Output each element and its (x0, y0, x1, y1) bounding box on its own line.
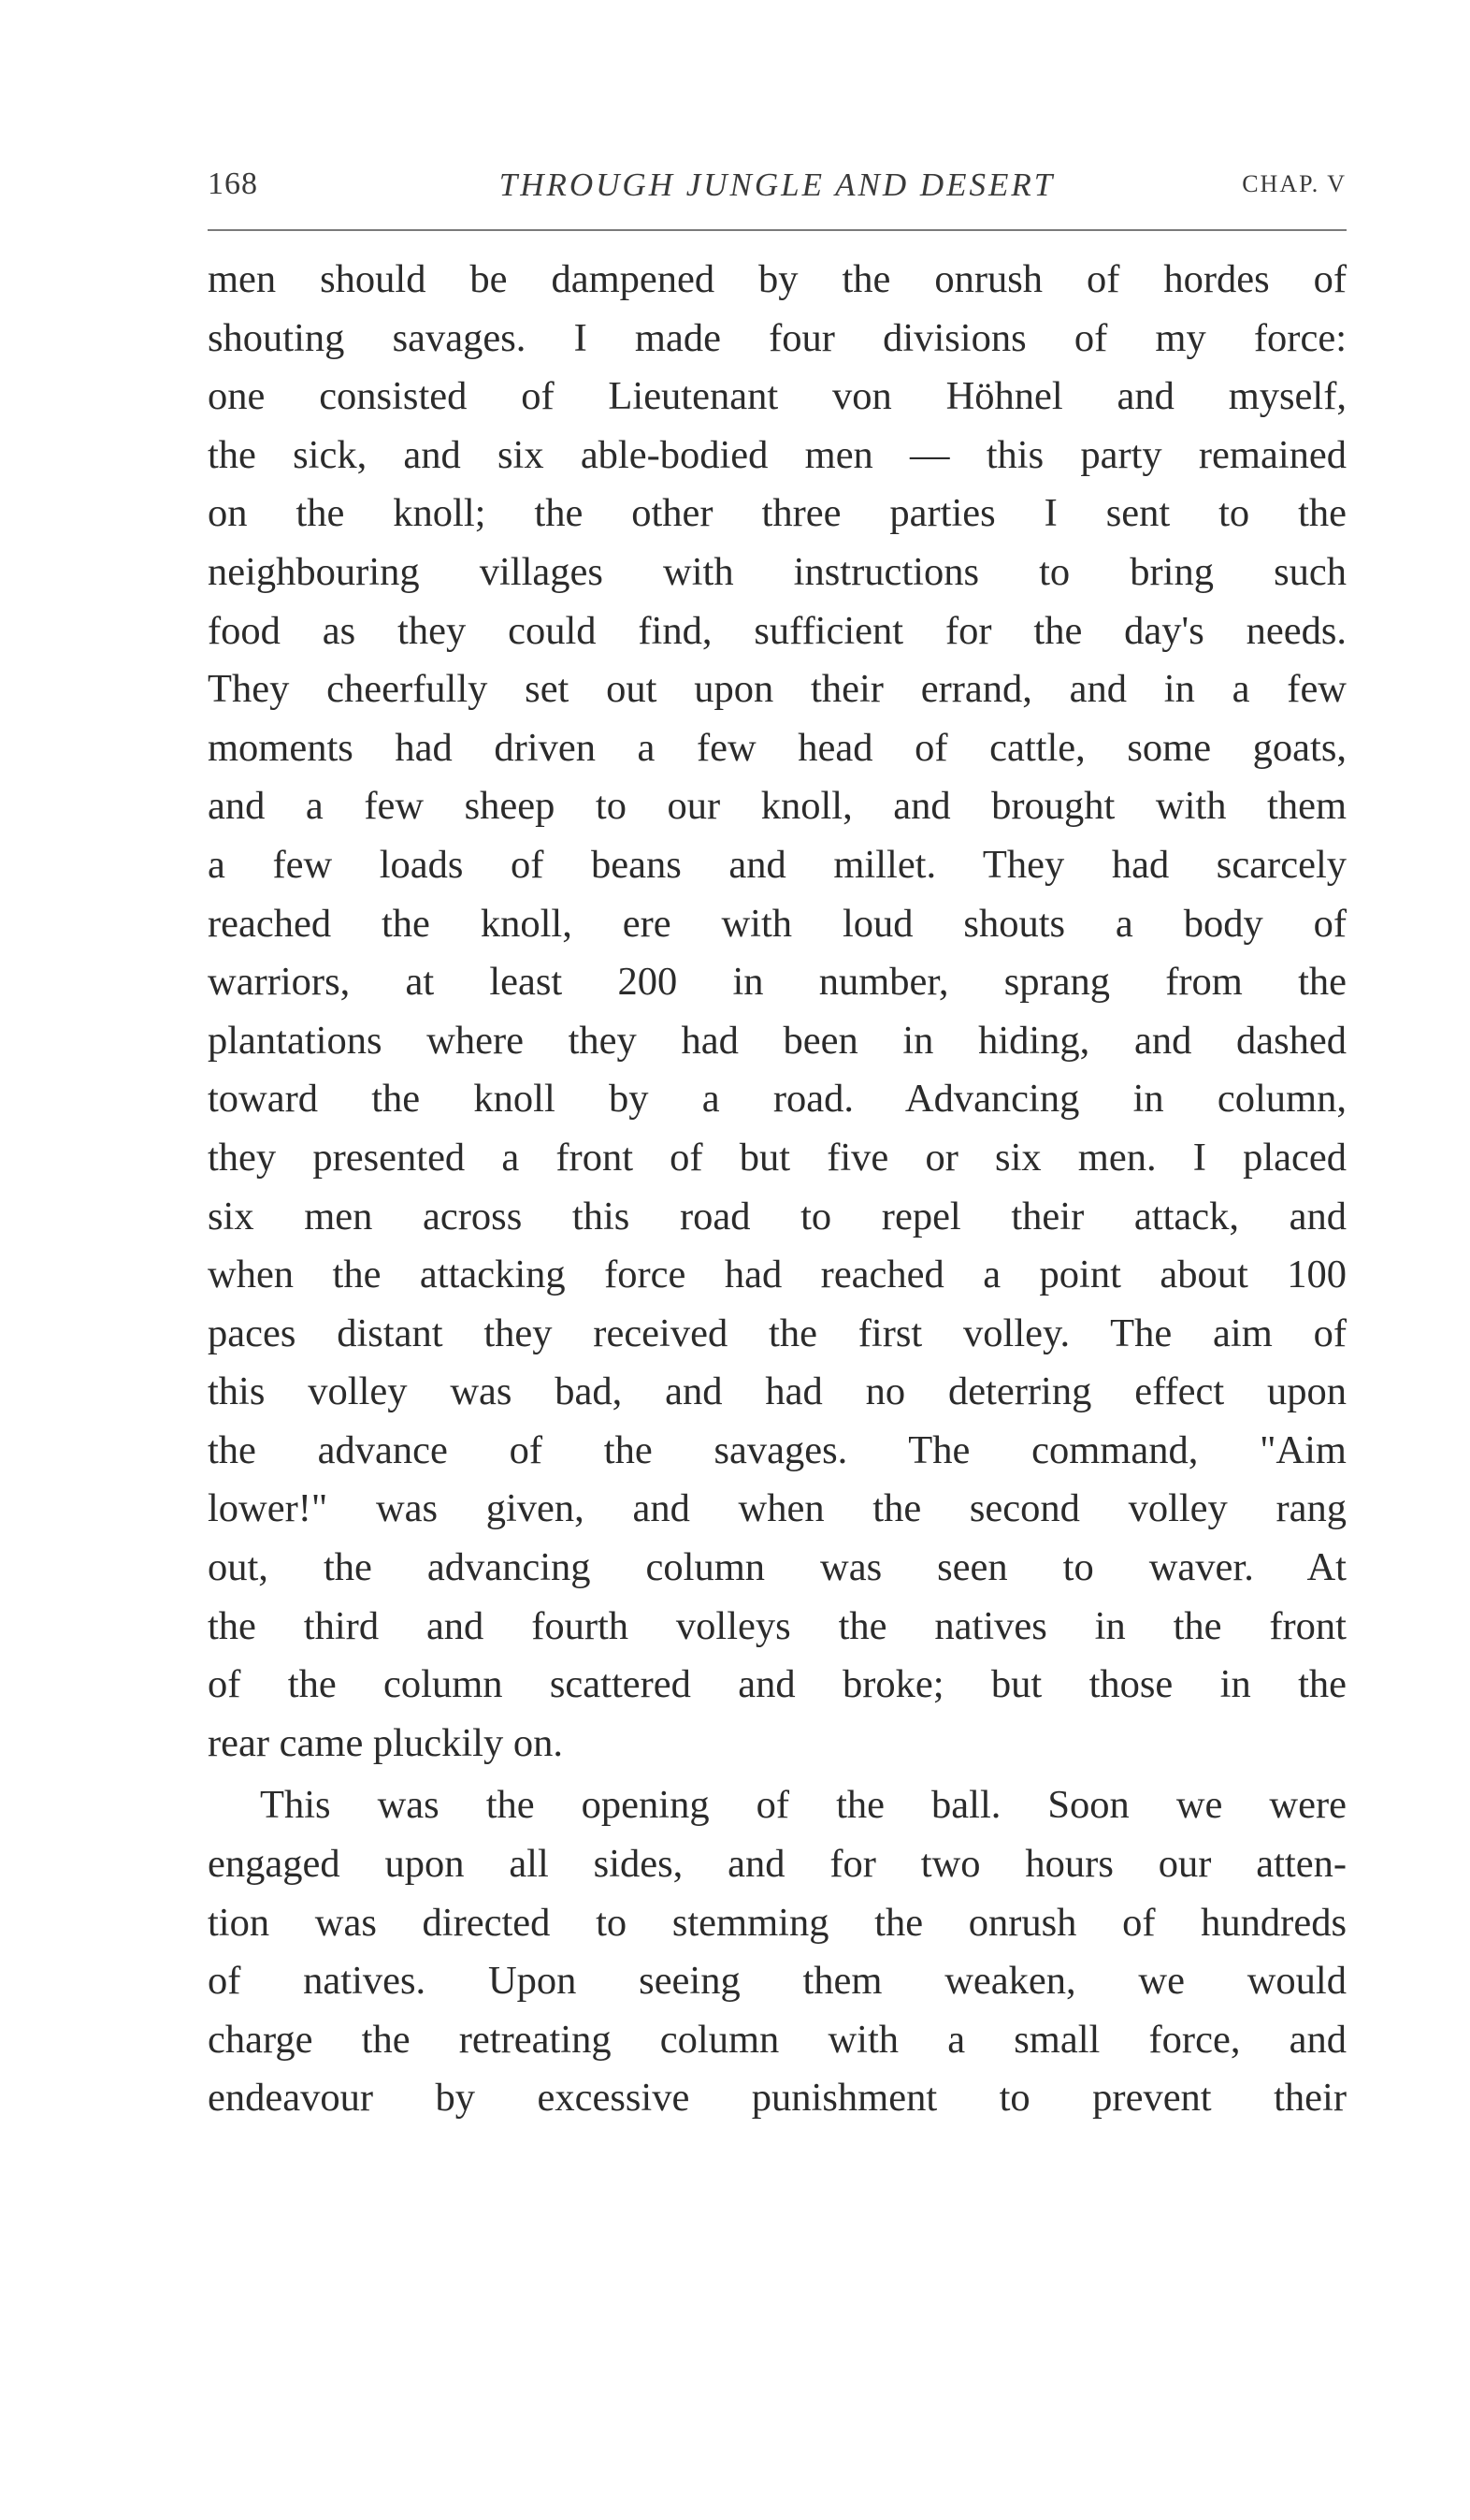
text-line: engaged upon all sides, and for two hours our atten- (208, 1842, 1347, 1887)
chapter-reference: CHAP. V (1242, 170, 1347, 197)
text-line: This was the opening of the ball. Soon we were (260, 1783, 1347, 1828)
text-line: warriors, at least 200 in number, sprang from the (208, 960, 1347, 1005)
header-rule (208, 229, 1347, 231)
running-title: THROUGH JUNGLE AND DESERT (498, 167, 1056, 203)
text-line: a few loads of beans and millet. They had scarcely (208, 842, 1347, 887)
text-line: the sick, and six able-bodied men — this party remained (208, 432, 1347, 477)
text-line: neighbouring villages with instructions to bring such (208, 549, 1347, 594)
text-line: food as they could find, sufficient for the day's needs. (208, 608, 1347, 653)
text-line: this volley was bad, and had no deterring effect upon (208, 1369, 1347, 1414)
text-line: one consisted of Lieutenant von Höhnel and myself, (208, 374, 1347, 419)
text-line: endeavour by excessive punishment to prevent their (208, 2076, 1347, 2121)
text-line: charge the retreating column with a small force, and (208, 2017, 1347, 2062)
text-line: reached the knoll, ere with loud shouts a body of (208, 901, 1347, 946)
text-line: out, the advancing column was seen to waver. At (208, 1545, 1347, 1590)
text-line: paces distant they received the first volley. The aim of (208, 1311, 1347, 1355)
text-line: moments had driven a few head of cattle, some goats, (208, 725, 1347, 770)
text-line: shouting savages. I made four divisions of my force: (208, 315, 1347, 360)
body-text (208, 251, 1347, 2128)
text-line: They cheerfully set out upon their errand, and in a few (208, 667, 1347, 712)
text-line: and a few sheep to our knoll, and brought with them (208, 784, 1347, 829)
page-number: 168 (208, 167, 258, 201)
text-line: the third and fourth volleys the natives in the front (208, 1603, 1347, 1648)
text-line: on the knoll; the other three parties I sent to the (208, 491, 1347, 536)
text-line: of the column scattered and broke; but those in the (208, 1662, 1347, 1707)
text-line: men should be dampened by the onrush of hordes of (208, 257, 1347, 301)
text-line: lower!" was given, and when the second volley rang (208, 1486, 1347, 1531)
text-line: toward the knoll by a road. Advancing in column, (208, 1077, 1347, 1122)
text-line: tion was directed to stemming the onrush of hundreds (208, 1900, 1347, 1945)
text-line: the advance of the savages. The command, "Aim (208, 1427, 1347, 1472)
text-line: of natives. Upon seeing them weaken, we would (208, 1959, 1347, 2004)
text-line: they presented a front of but five or six men. I placed (208, 1135, 1347, 1180)
text-line: plantations where they had been in hiding, and dashed (208, 1018, 1347, 1063)
text-line: six men across this road to repel their attack, and (208, 1194, 1347, 1238)
text-line: when the attacking force had reached a point about 100 (208, 1253, 1347, 1297)
running-head (208, 167, 1347, 213)
text-line: rear came pluckily on. (208, 1720, 563, 1765)
